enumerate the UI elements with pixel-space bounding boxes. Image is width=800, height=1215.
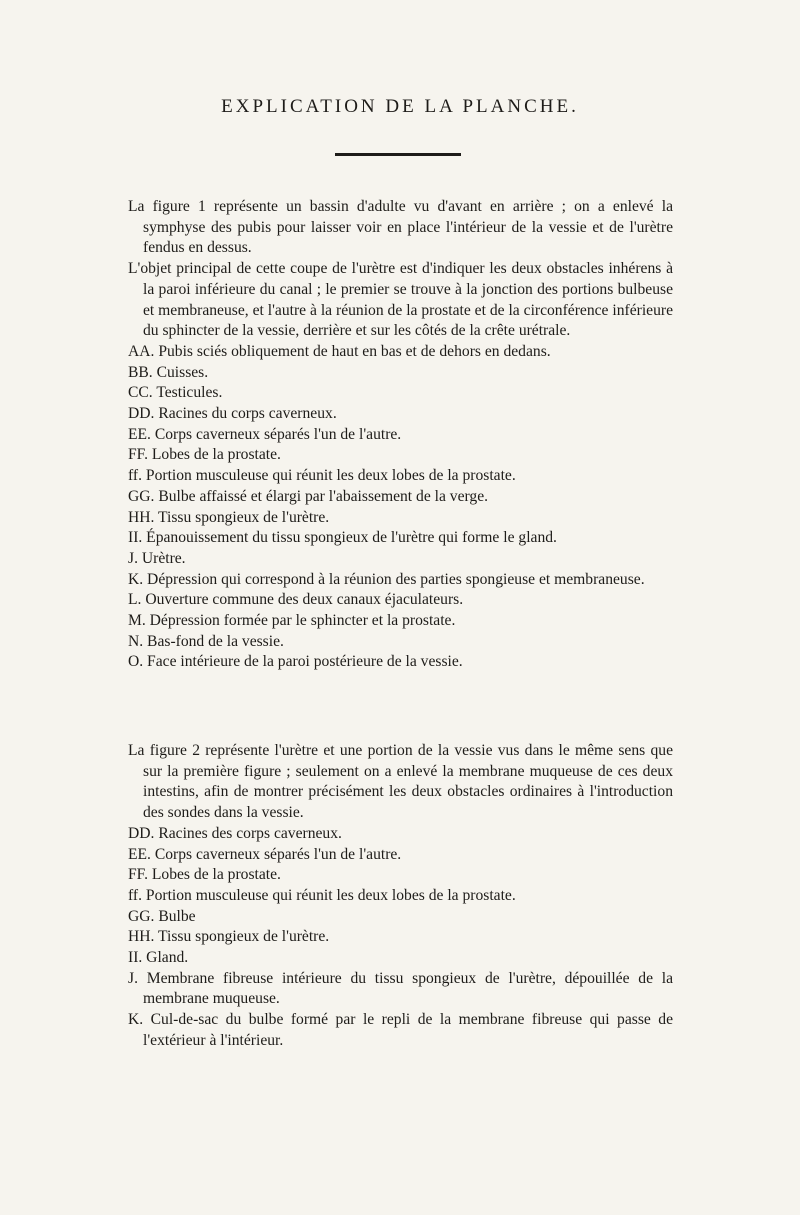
figure-2-intro: La figure 2 représente l'urètre et une portion de la vessie vus dans le même sens que sur la première figure ; seulement on a enlevé la membrane muqueuse de ces deux intestins, afin de montrer précisément les deux obstacles ordinaires à l'introduction des sondes dans la vessie. <box>128 742 673 822</box>
figure-2-legend <box>128 741 673 1052</box>
legend-item: K. Dépression qui correspond à la réunion des parties spongieuse et membraneuse. <box>128 570 645 588</box>
figure-1-objective: L'objet principal de cette coupe de l'urètre est d'indiquer les deux obstacles inhérens à la paroi inférieure du canal ; le premier se trouve à la jonction des portions bulbeuse et membraneuse, et l'autre à la réunion de la prostate et de la circonférence inférieure du sphincter de la vessie, derrière et sur les côtés de la crête urétrale. <box>128 260 673 340</box>
page-title: EXPLICATION DE LA PLANCHE. <box>221 96 579 117</box>
legend-item: II. Épanouissement du tissu spongieux de l'urètre qui forme le gland. <box>128 529 557 547</box>
legend-item: M. Dépression formée par le sphincter et la prostate. <box>128 612 456 630</box>
legend-item: K. Cul-de-sac du bulbe formé par le repli de la membrane fibreuse qui passe de l'extérieur à l'intérieur. <box>128 1011 673 1049</box>
legend-item: HH. Tissu spongieux de l'urètre. <box>128 508 330 526</box>
title-rule <box>335 153 461 156</box>
figure-1-intro: La figure 1 représente un bassin d'adulte vu d'avant en arrière ; on a enlevé la symphyse des pubis pour laisser voir en place l'intérieur de la vessie et de l'urètre fendus en dessus. <box>128 198 673 257</box>
legend-item: FF. Lobes de la prostate. <box>128 866 281 884</box>
legend-item: J. Membrane fibreuse intérieure du tissu spongieux de l'urètre, dépouillée de la membrane muqueuse. <box>128 969 673 1008</box>
legend-item: GG. Bulbe <box>128 907 196 925</box>
legend-item: O. Face intérieure de la paroi postérieure de la vessie. <box>128 653 463 671</box>
legend-item: EE. Corps caverneux séparés l'un de l'autre. <box>128 425 402 443</box>
legend-item: HH. Tissu spongieux de l'urètre. <box>128 928 330 946</box>
legend-item: FF. Lobes de la prostate. <box>128 446 281 464</box>
legend-item: L. Ouverture commune des deux canaux éjaculateurs. <box>128 591 464 609</box>
legend-item: ff. Portion musculeuse qui réunit les deux lobes de la prostate. <box>128 886 516 904</box>
legend-item: II. Gland. <box>128 949 189 967</box>
legend-item: J. Urètre. <box>128 549 186 567</box>
legend-item: DD. Racines des corps caverneux. <box>128 824 342 842</box>
legend-item: ff. Portion musculeuse qui réunit les deux lobes de la prostate. <box>128 467 516 485</box>
legend-item: DD. Racines du corps caverneux. <box>128 405 337 423</box>
legend-item: GG. Bulbe affaissé et élargi par l'abaissement de la verge. <box>128 487 489 505</box>
legend-item: AA. Pubis sciés obliquement de haut en bas et de dehors en dedans. <box>128 342 551 360</box>
figure-1-legend <box>128 197 673 673</box>
legend-item: EE. Corps caverneux séparés l'un de l'autre. <box>128 845 402 863</box>
legend-item: N. Bas-fond de la vessie. <box>128 632 284 650</box>
legend-item: BB. Cuisses. <box>128 363 209 381</box>
legend-item: CC. Testicules. <box>128 384 223 402</box>
